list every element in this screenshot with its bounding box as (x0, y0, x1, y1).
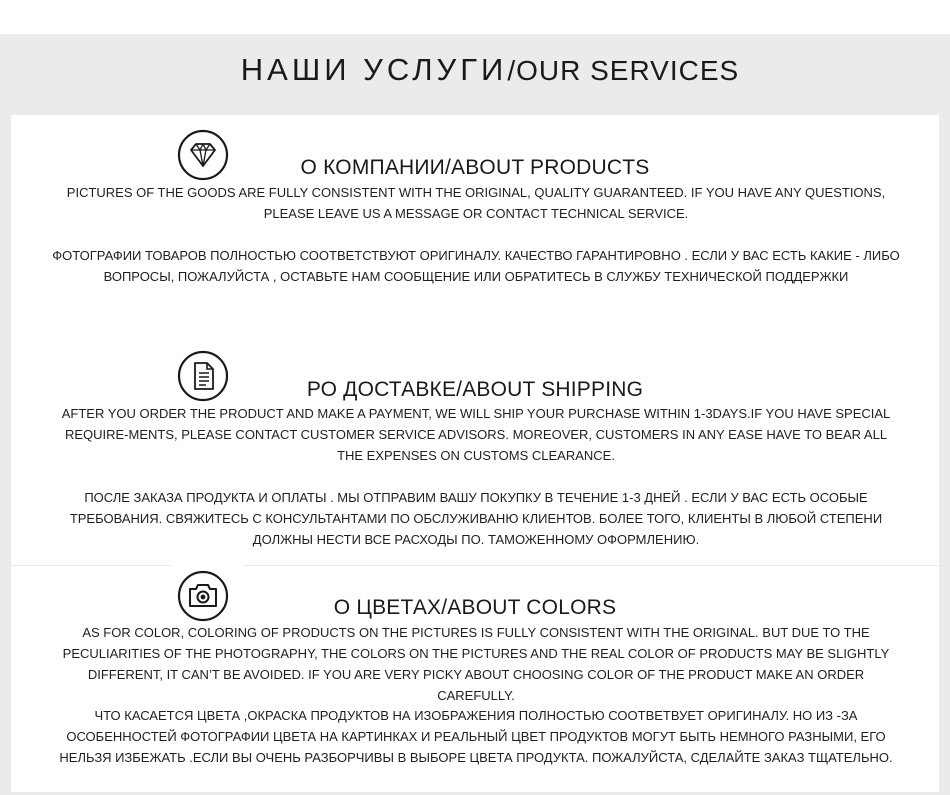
page-title-en: /OUR SERVICES (507, 55, 740, 86)
section-title: О КОМПАНИИ/ABOUT PRODUCTS (300, 156, 650, 179)
section-about-colors (11, 566, 939, 792)
section-text-en: AFTER YOU ORDER THE PRODUCT AND MAKE A PAYMENT, WE WILL SHIP YOUR PURCHASE WITHIN 1-3DAYS.IF YOU HAVE SPECIAL REQUIRE-MENTS, PLEASE CONTACT CUSTOMER SERVICE ADVISORS. MOREOVER, CUSTOMERS IN ANY EASE HAVE TO BEAR ALL THE EXPENSES ON CUSTOMS CLEARANCE. (61, 406, 891, 463)
section-about-shipping (11, 340, 939, 565)
section-text-ru: ЧТО КАСАЕТСЯ ЦВЕТА ,ОКРАСКА ПРОДУКТОВ НА ИЗОБРАЖЕНИЯ ПОЛНОСТЬЮ СООТВЕТВУЕТ ОРИГИНАЛУ. НО ИЗ -ЗА ОСОБЕННОСТЕЙ ФОТОГРАФИИ ЦВЕТА НА КАРТИНКАХ И РЕАЛЬНЫЙ ЦВЕТ ПРОДУКТОВ МОГУТ БЫТЬ НЕМНОГО РАЗНЫМИ, ЕГО НЕЛЬЗЯ ИЗБЕЖАТЬ .ЕСЛИ ВЫ ОЧЕНЬ РАЗБОРЧИВЫ В ВЫБОРЕ ЦВЕТА ПРОДУКТА. ПОЖАЛУЙСТА, СДЕЛАЙТЕ ЗАКАЗ ТЩАТЕЛЬНО. (59, 708, 893, 765)
section-text-ru: ФОТОГРАФИИ ТОВАРОВ ПОЛНОСТЬЮ СООТВЕТСТВУЮТ ОРИГИНАЛУ. КАЧЕСТВО ГАРАНТИРОВНО . ЕСЛИ У ВАС ЕСТЬ КАКИЕ - ЛИБО ВОПРОСЫ, ПОЖАЛУЙСТА , ОСТАВЬТЕ НАМ СООБЩЕНИЕ ИЛИ ОБРАТИТЕСЬ В СЛУЖБУ ТЕХНИЧЕСКОЙ ПОДДЕРЖКИ (52, 248, 900, 284)
section-about-products (11, 115, 939, 340)
section-title: О ЦВЕТАХ/ABOUT COLORS (333, 596, 617, 619)
page-title (0, 52, 950, 88)
top-spacer (0, 0, 950, 34)
section-text-en: AS FOR COLOR, COLORING OF PRODUCTS ON THE PICTURES IS FULLY CONSISTENT WITH THE ORIGINAL. BUT DUE TO THE PECULIARITIES OF THE PHOTOGRAPHY, THE COLORS ON THE PICTURES AND THE REAL COLOR OF PRODUCTS MAY BE SLIGHTLY DIFFERENT, IT CAN’T BE AVOIDED. IF YOU ARE VERY PICKY ABOUT CHOOSING COLOR OF THE PRODUCT MAKE AN ORDER CAREFULLY. (62, 625, 890, 703)
section-text-en: PICTURES OF THE GOODS ARE FULLY CONSISTENT WITH THE ORIGINAL, QUALITY GUARANTEED. IF YOU HAVE ANY QUESTIONS, PLEASE LEAVE US A MESSAGE OR CONTACT TECHNICAL SERVICE. (66, 185, 886, 221)
page-title-ru: НАШИ УСЛУГИ (240, 52, 508, 87)
section-title: РО ДОСТАВКЕ/ABOUT SHIPPING (306, 378, 644, 401)
section-text-ru: ПОСЛЕ ЗАКАЗА ПРОДУКТА И ОПЛАТЫ . МЫ ОТПРАВИМ ВАШУ ПОКУПКУ В ТЕЧЕНИЕ 1-3 ДНЕЙ . ЕСЛИ У ВАС ЕСТЬ ОСОБЫЕ ТРЕБОВАНИЯ. СВЯЖИТЕСЬ С КОНСУЛЬТАНТАМИ ПО ОБСЛУЖИВАНЮ КЛИЕНТОВ. БОЛЕЕ ТОГО, КЛИЕНТЫ В ЛЮБОЙ СТЕПЕНИ ДОЛЖНЫ НЕСТИ ВСЕ РАСХОДЫ ПО. ТАМОЖЕННОМУ ОФОРМЛЕНИЮ. (69, 490, 883, 547)
